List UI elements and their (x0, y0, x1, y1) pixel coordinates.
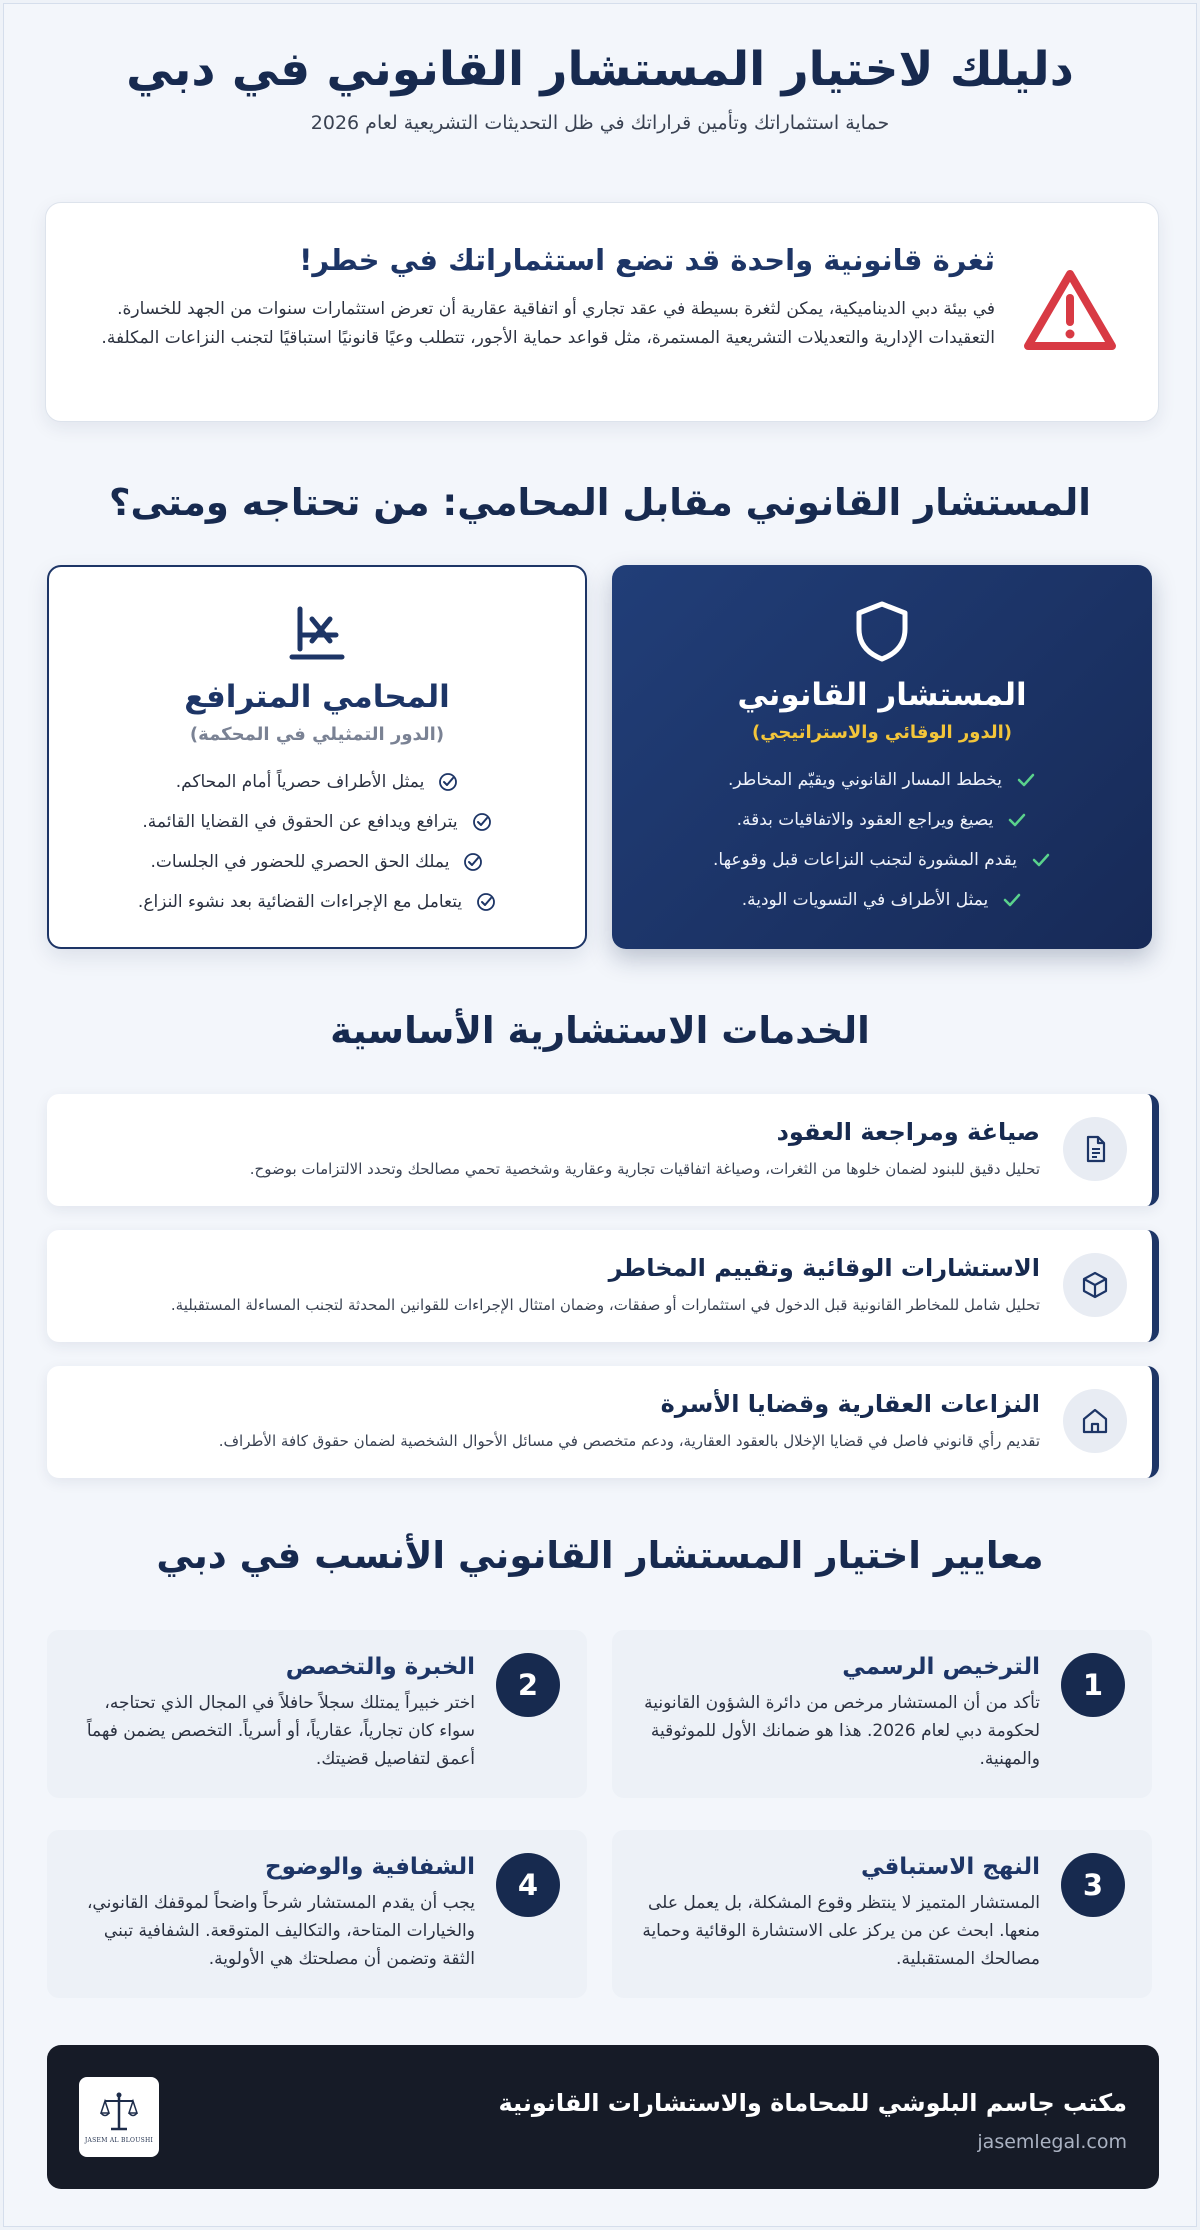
advisor-subtitle: (الدور الوقائي والاستراتيجي) (751, 722, 1013, 743)
service-text: تقديم رأي قانوني فاصل في قضايا الإخلال بالعقود العقارية، ودعم متخصص في مسائل الأحوال الشخصية لضمان حقوق كافة الأطراف. (218, 1432, 1040, 1450)
criterion-title: الخبرة والتخصص (285, 1654, 475, 1680)
criterion-card (47, 1830, 587, 1998)
service-text: تحليل شامل للمخاطر القانونية قبل الدخول في استثمارات أو صفقات، وضمان امتثال الإجراءات للقوانين المحدثة لتجنب المساءلة المستقبلية. (170, 1296, 1040, 1314)
footer (47, 2045, 1159, 2189)
lawyer-item-text: يترافع ويدافع عن الحقوق في القضايا القائمة. (142, 812, 458, 832)
criterion-text: تأكد من أن المستشار مرخص من دائرة الشؤون القانونية لحكومة دبي لعام 2026. هذا هو ضمانك الأول للموثوقية والمهنية. (644, 1693, 1040, 1769)
alert-card (45, 202, 1159, 422)
gavel-icon (286, 601, 348, 665)
advisor-card (612, 565, 1152, 949)
home-icon (1063, 1389, 1127, 1453)
criterion-number: 2 (496, 1653, 560, 1717)
comparison-title: المستشار القانوني مقابل المحامي: من تحتاجه ومتى؟ (109, 481, 1091, 524)
criterion-card (612, 1630, 1152, 1798)
check-circle-icon (476, 892, 496, 912)
criterion-number: 4 (496, 1853, 560, 1917)
criterion-card (47, 1630, 587, 1798)
list-item (612, 880, 1152, 920)
advisor-item-text: يقدم المشورة لتجنب النزاعات قبل وقوعها. (713, 850, 1017, 870)
lawyer-item-text: يتعامل مع الإجراءات القضائية بعد نشوء النزاع. (137, 892, 463, 912)
check-icon (1007, 810, 1027, 830)
page-title: دليلك لاختيار المستشار القانوني في دبي (126, 42, 1074, 97)
check-icon (1031, 850, 1051, 870)
check-circle-icon (438, 772, 458, 792)
services-title: الخدمات الاستشارية الأساسية (330, 1009, 870, 1052)
lawyer-item-text: يمثل الأطراف حصرياً أمام المحاكم. (175, 772, 425, 792)
list-item (49, 802, 585, 842)
criterion-card (612, 1830, 1152, 1998)
lawyer-item-text: يملك الحق الحصري للحضور في الجلسات. (150, 852, 450, 872)
logo-text: JASEM AL BLOUSHI (84, 2136, 154, 2144)
list-item (49, 882, 585, 922)
advisor-title: المستشار القانوني (737, 677, 1027, 713)
firm-website-link[interactable]: jasemlegal.com (977, 2131, 1127, 2153)
criterion-number: 1 (1061, 1653, 1125, 1717)
scales-of-justice-icon (99, 2091, 139, 2135)
criterion-title: الشفافية والوضوح (265, 1854, 475, 1880)
infographic-page (3, 3, 1197, 2227)
service-title: الاستشارات الوقائية وتقييم المخاطر (608, 1254, 1040, 1282)
check-circle-icon (472, 812, 492, 832)
criterion-title: الترخيص الرسمي (842, 1654, 1040, 1680)
list-item (612, 800, 1152, 840)
check-icon (1002, 890, 1022, 910)
criterion-text: يجب أن يقدم المستشار شرحاً واضحاً لموقفك القانوني، والخيارات المتاحة، والتكاليف المتوقعة. الشفافية تبني الثقة وتضمن أن مصلحتك هي الأولوية. (86, 1893, 475, 1969)
list-item (49, 762, 585, 802)
criterion-number: 3 (1061, 1853, 1125, 1917)
advisor-item-text: يخطط المسار القانوني ويقيّم المخاطر. (728, 770, 1002, 790)
firm-name: مكتب جاسم البلوشي للمحاماة والاستشارات القانونية (498, 2089, 1127, 2117)
page-subtitle: حماية استثماراتك وتأمين قراراتك في ظل التحديثات التشريعية لعام 2026 (310, 112, 890, 134)
service-card (47, 1094, 1159, 1206)
criteria-title: معايير اختيار المستشار القانوني الأنسب في دبي (156, 1534, 1044, 1577)
list-item (612, 760, 1152, 800)
advisor-list (612, 760, 1152, 920)
document-icon (1063, 1117, 1127, 1181)
box-icon (1063, 1253, 1127, 1317)
service-title: النزاعات العقارية وقضايا الأسرة (660, 1390, 1040, 1418)
criterion-text: اختر خبيراً يمتلك سجلاً حافلاً في المجال الذي تحتاجه، سواء كان تجارياً، عقارياً، أو أسرياً. التخصص يضمن فهماً أعمق لتفاصيل قضيتك. (86, 1693, 475, 1769)
lawyer-subtitle: (الدور التمثيلي في المحكمة) (189, 724, 445, 745)
service-card (47, 1366, 1159, 1478)
lawyer-title: المحامي المترافع (184, 679, 450, 715)
service-title: صياغة ومراجعة العقود (776, 1118, 1040, 1146)
advisor-item-text: يمثل الأطراف في التسويات الودية. (741, 890, 989, 910)
list-item (49, 842, 585, 882)
advisor-item-text: يصيغ ويراجع العقود والاتفاقيات بدقة. (736, 810, 994, 830)
service-text: تحليل دقيق للبنود لضمان خلوها من الثغرات، وصياغة اتفاقيات تجارية وعقارية وشخصية تحمي مصالحك وتحدد الالتزامات بوضوح. (249, 1160, 1040, 1178)
lawyer-list (49, 762, 585, 922)
warning-triangle-icon (1022, 268, 1118, 354)
firm-logo (79, 2077, 159, 2157)
lawyer-card (47, 565, 587, 949)
check-icon (1016, 770, 1036, 790)
shield-icon (851, 599, 913, 663)
alert-title: ثغرة قانونية واحدة قد تضع استثماراتك في خطر! (299, 243, 995, 277)
check-circle-icon (463, 852, 483, 872)
criterion-text: المستشار المتميز لا ينتظر وقوع المشكلة، بل يعمل على منعها. ابحث عن من يركز على الاستشارة الوقائية وحماية مصالحك المستقبلية. (642, 1893, 1040, 1969)
criterion-title: النهج الاستباقي (860, 1854, 1040, 1880)
list-item (612, 840, 1152, 880)
alert-text: في بيئة دبي الديناميكية، يمكن لثغرة بسيطة في عقد تجاري أو اتفاقية عقارية أن تعرض استثمارات سنوات من الجهد للخسارة. التعقيدات الإدارية والتعديلات التشريعية المستمرة، مثل قواعد حماية الأجور، تتطلب وعيًا قانونيًا استباقيًا لتجنب النزاعات المكلفة. (101, 299, 995, 348)
service-card (47, 1230, 1159, 1342)
